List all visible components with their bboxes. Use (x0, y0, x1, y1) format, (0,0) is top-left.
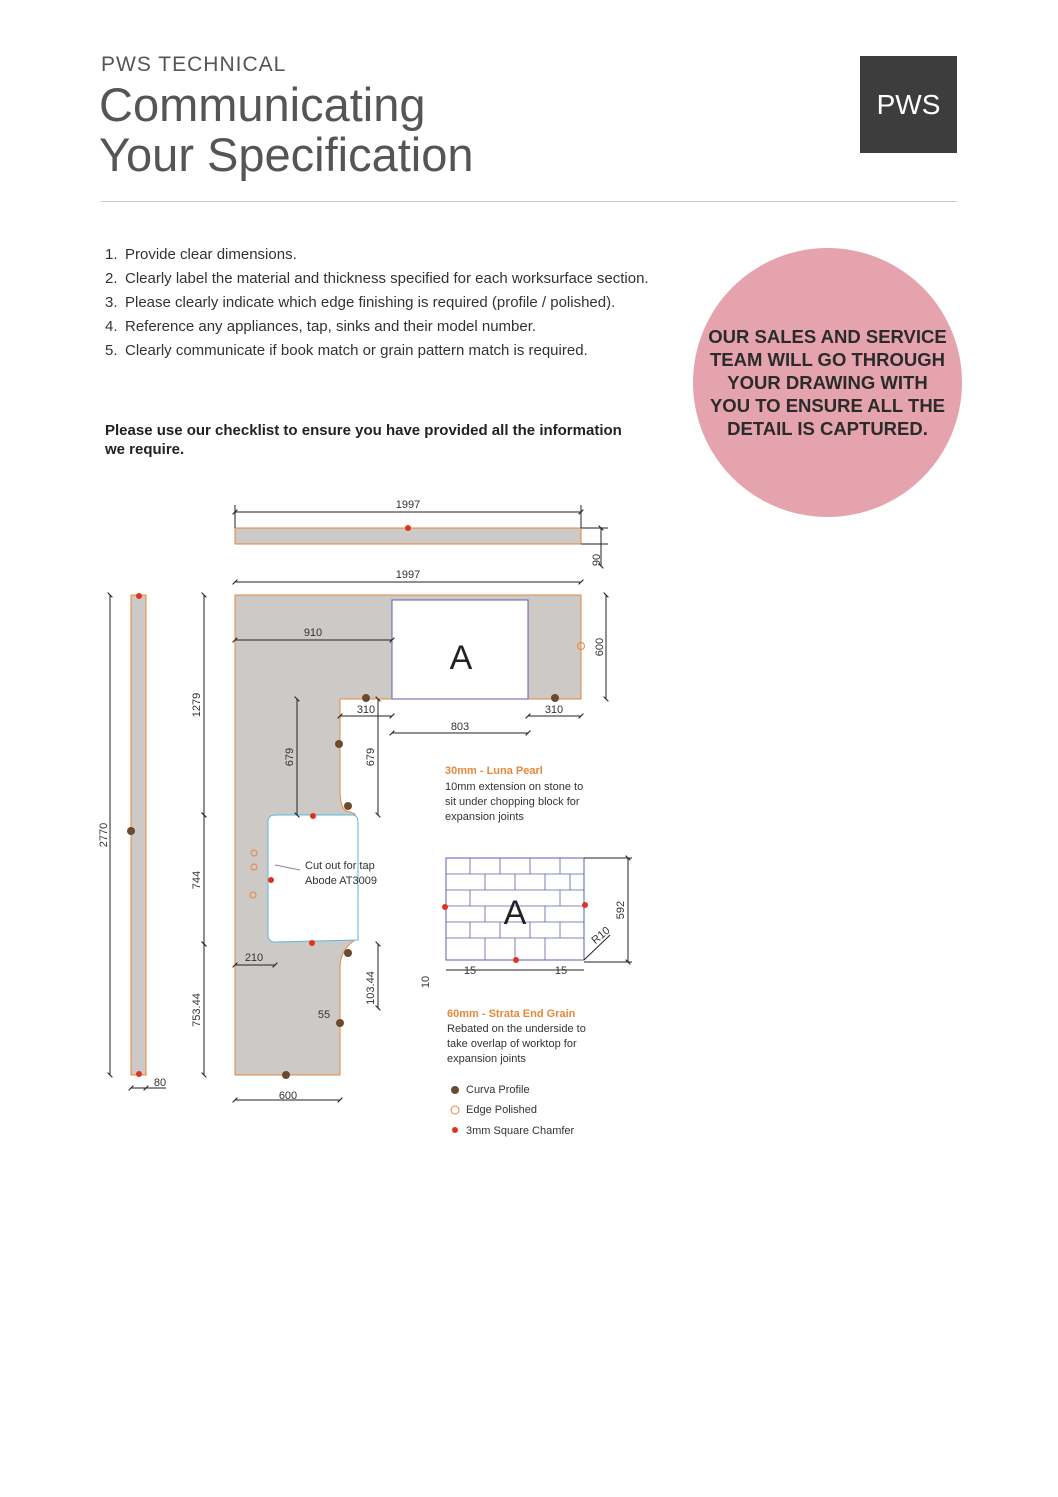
list-item: 4. Reference any appliances, tap, sinks and their model number. (105, 318, 537, 335)
dim-label: 310 (544, 704, 564, 716)
square-chamfer-icon (513, 957, 519, 963)
square-chamfer-icon (309, 940, 315, 946)
dim-label: 1997 (395, 499, 421, 511)
edge-polished-icon (451, 1106, 459, 1114)
curva-profile-icon (282, 1071, 290, 1079)
appliance-a-label: A (449, 639, 473, 677)
square-chamfer-icon (268, 877, 274, 883)
detail-a-label: A (503, 894, 527, 932)
square-chamfer-icon (442, 904, 448, 910)
dim-label: 310 (356, 704, 376, 716)
legend-label: Curva Profile (466, 1084, 530, 1096)
material1-desc: sit under chopping block for (445, 796, 580, 808)
dim-label: 2770 (98, 822, 110, 848)
material1-desc: expansion joints (445, 811, 524, 823)
material2-desc: expansion joints (447, 1053, 526, 1065)
dim-label: R10 (589, 924, 613, 947)
list-item: 3. Please clearly indicate which edge finishing is required (profile / polished). (105, 294, 616, 311)
dim-label: 55 (317, 1009, 331, 1021)
list-item: 5. Clearly communicate if book match or grain pattern match is required. (105, 342, 588, 359)
curva-profile-icon (551, 694, 559, 702)
dim-label: 1997 (395, 569, 421, 581)
dim-label: 910 (303, 627, 323, 639)
curva-profile-icon (335, 740, 343, 748)
curva-profile-icon (451, 1086, 459, 1094)
material2-desc: Rebated on the underside to (447, 1023, 586, 1035)
dim-label: 15 (554, 965, 568, 977)
checklist-note: Please use our checklist to ensure you have provided all the information we require. (105, 422, 622, 458)
list-item: 2. Clearly label the material and thickness specified for each worksurface section. (105, 270, 649, 287)
dim-label: 600 (278, 1090, 298, 1102)
eyebrow: PWS TECHNICAL (101, 53, 287, 76)
dim-label: 80 (153, 1077, 167, 1089)
material2-desc: take overlap of worktop for (447, 1038, 577, 1050)
material2-title: 60mm - Strata End Grain (447, 1008, 576, 1020)
dim-label: 210 (244, 952, 264, 964)
title-line-2: Your Specification (99, 128, 474, 181)
dim-label: 803 (450, 721, 470, 733)
curva-profile-icon (344, 802, 352, 810)
curva-profile-icon (336, 1019, 344, 1027)
square-chamfer-icon (136, 1071, 142, 1077)
dim-label: 15 (463, 965, 477, 977)
square-chamfer-icon (582, 902, 588, 908)
dim-label: 592 (615, 900, 627, 920)
callout-text: OUR SALES AND SERVICE TEAM WILL GO THROUGH YOUR DRAWING WITH YOU TO ENSURE ALL THE DETAIL IS CAPTURED. (708, 326, 947, 439)
legend-label: Edge Polished (466, 1104, 537, 1116)
square-chamfer-icon (405, 525, 411, 531)
side-strip (131, 595, 146, 1075)
legend-label: 3mm Square Chamfer (466, 1125, 575, 1137)
tap-label: Abode AT3009 (305, 875, 377, 887)
square-chamfer-icon (310, 813, 316, 819)
square-chamfer-icon (136, 593, 142, 599)
dim-label: 744 (191, 870, 203, 890)
curva-profile-icon (127, 827, 135, 835)
dim-label: 600 (594, 637, 606, 657)
dim-label: 1279 (191, 692, 203, 718)
dim-label: 679 (284, 747, 296, 767)
dim-label: 10 (420, 975, 432, 989)
square-chamfer-icon (452, 1127, 458, 1133)
legend (451, 1084, 575, 1137)
list-item: 1. Provide clear dimensions. (105, 246, 297, 263)
material1-desc: 10mm extension on stone to (445, 781, 584, 793)
curva-profile-icon (362, 694, 370, 702)
dim-label: 90 (591, 553, 603, 567)
pws-logo: PWS (860, 56, 957, 153)
title-line-1: Communicating (99, 78, 426, 131)
dim-label: 103.44 (365, 971, 377, 1005)
material1-title: 30mm - Luna Pearl (445, 765, 543, 777)
dim-label: 679 (365, 747, 377, 767)
tap-label: Cut out for tap (305, 860, 375, 872)
dim-label: 753.44 (191, 993, 203, 1027)
curva-profile-icon (344, 949, 352, 957)
